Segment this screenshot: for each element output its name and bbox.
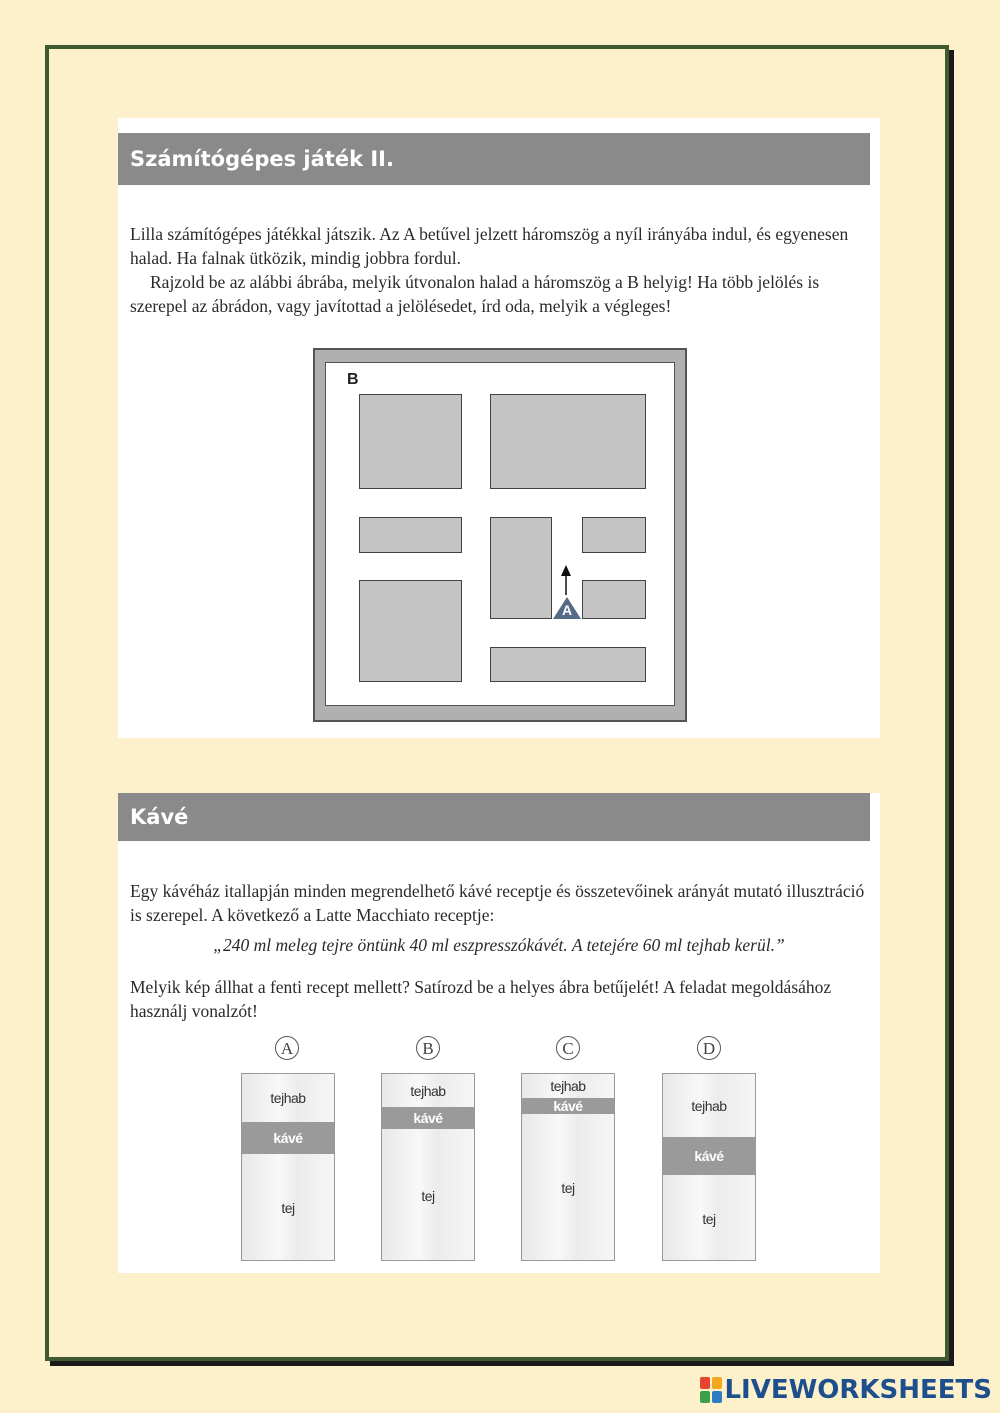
maze-goal-label: B xyxy=(347,371,359,388)
maze-block xyxy=(582,517,646,553)
milk-layer: tej xyxy=(561,1180,575,1196)
option-b-cup[interactable] xyxy=(381,1073,475,1261)
recipe-quote: „240 ml meleg tejre öntünk 40 ml eszpresszókávét. A tetejére 60 ml tejhab kerül.” xyxy=(213,935,785,955)
maze-area xyxy=(325,362,675,706)
maze-block xyxy=(490,647,646,682)
option-b-letter[interactable]: B xyxy=(416,1036,440,1060)
task-computer-game xyxy=(118,118,880,738)
maze-block xyxy=(582,580,646,619)
option-d-cup[interactable] xyxy=(662,1073,756,1261)
maze-block xyxy=(490,394,646,489)
coffee-layer: kávé xyxy=(242,1122,334,1154)
coffee-layer: kávé xyxy=(522,1098,614,1114)
foam-layer: tejhab xyxy=(270,1090,306,1106)
task-paragraph: Lilla számítógépes játékkal játszik. Az A betűvel jelzett háromszög a nyíl irányába indul, és egyenesen halad. Ha falnak ütközik, mindig jobbra fordul. xyxy=(130,224,849,268)
milk-layer: tej xyxy=(702,1210,716,1227)
maze-block xyxy=(359,580,462,682)
start-arrow-icon xyxy=(559,565,573,595)
option-a-cup[interactable] xyxy=(241,1073,335,1261)
task-coffee xyxy=(118,793,880,1273)
task-paragraph: Rajzold be az alábbi ábrába, melyik útvonalon halad a háromszög a B helyig! Ha több jelölés is szerepel az ábrádon, vagy javítottad a jelölésedet, írd oda, melyik a végleges! xyxy=(130,272,820,316)
maze-block xyxy=(359,394,462,489)
task-title: Kávé xyxy=(118,793,870,841)
logo-mark-icon xyxy=(700,1377,722,1403)
option-c-letter[interactable]: C xyxy=(556,1036,580,1060)
liveworksheets-logo xyxy=(700,1375,992,1405)
option-d-letter[interactable]: D xyxy=(697,1036,721,1060)
option-a-letter[interactable]: A xyxy=(275,1036,299,1060)
foam-layer: tejhab xyxy=(691,1097,727,1114)
foam-layer: tejhab xyxy=(410,1082,446,1099)
maze-block xyxy=(490,517,552,619)
task-paragraph: Melyik kép állhat a fenti recept mellett? Satírozd be a helyes ábra betűjelét! A feladat megoldásához használj vonalzót! xyxy=(130,977,832,1021)
logo-text: LIVEWORKSHEETS xyxy=(724,1375,992,1405)
maze-diagram[interactable] xyxy=(313,348,687,722)
milk-layer: tej xyxy=(281,1200,295,1216)
option-c-cup[interactable] xyxy=(521,1073,615,1261)
foam-layer: tejhab xyxy=(550,1078,586,1094)
maze-start-label: A xyxy=(561,602,573,618)
coffee-layer: kávé xyxy=(663,1137,755,1175)
task-paragraph: Egy kávéház itallapján minden megrendelhető kávé receptje és összetevőinek arányát mutató illusztráció is szerepel. A következő a Latte Macchiato receptje: xyxy=(130,881,865,925)
task-title: Számítógépes játék II. xyxy=(118,133,870,185)
coffee-layer: kávé xyxy=(382,1107,474,1129)
maze-block xyxy=(359,517,462,553)
milk-layer: tej xyxy=(421,1187,435,1204)
